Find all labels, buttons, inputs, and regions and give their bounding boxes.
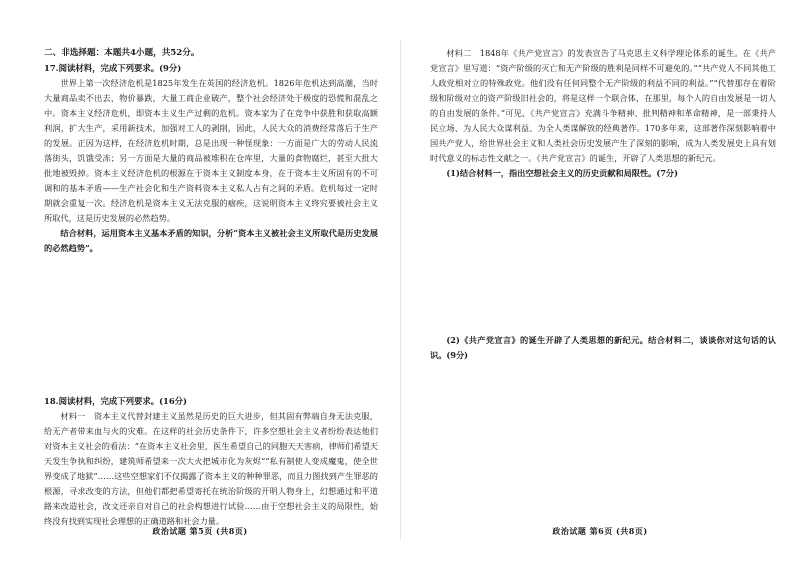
question-17-title: 17.阅读材料，完成下列要求。(9分) xyxy=(44,63,182,73)
question-18-part-2: (2)《共产党宣言》的诞生开辟了人类思想的新纪元。结合材料二，谈谈你对这句话的认识。(9分) xyxy=(430,335,776,360)
question-18-part-1: (1)结合材料一，指出空想社会主义的历史贡献和局限性。(7分) xyxy=(446,168,678,178)
question-18-material-1: 材料一 资本主义代替封建主义虽然是历史的巨大进步，但其固有弊端自身无法克服，给无产者带来血与火的灾难。在这样的社会历史条件下，许多空想社会主义者纷纷表达他们对资本主义社会的看法：“在资本主义社会里，医生希望自己的同胞天天害病，律师们希望天天发生争执和纠纷，建筑师希望来一次大火把城市化为灰烬”“私有制使人变成魔鬼，使全世界变成了地狱”……这些空想家们不仅揭露了资本主义的种种罪恶，而且力图找到产生罪恶的根源，寻求改变的方法，但他们都把希望寄托在统治阶级的开明人物身上，幻想通过和平道路来改造社会，改文还亲自对自己的社会构想进行试验……由于空想社会主义的局限性，始终没有找到实现社会理想的正确道路和社会力量。 xyxy=(44,411,378,526)
page-footer-6: 政治试题 第6页 (共8页) xyxy=(552,526,648,536)
exam-page-6 xyxy=(400,0,800,565)
question-17-material: 世界上第一次经济危机是1825年发生在英国的经济危机。1826年危机达到高潮，当时大量商品卖不出去，物价暴跌，大量工商企业破产，整个社会经济处于极度的恐慌和混乱之中。资本主义经济危机，即资本主义生产过剩的危机。资本家为了在竞争中获胜和获取高额利润，扩大生产，采用新技术，加强对工人的剥削，因此，人民大众的消费经常落后于生产的发展。正因为这样，在经济危机时期，总是出现一种怪现象：一方面是广大的劳动人民流落街头，饥饿受冻；另一方面是大量的商品被堆积在仓库里，大量的食物腐烂，甚至大批大批地被毁掉。资本主义经济危机的根源在于资本主义制度本身，在于资本主义所固有的不可调和的基本矛盾——生产社会化和生产资料资本主义私人占有之间的矛盾。危机每过一定时期就会重复一次。经济危机是资本主义无法克服的痼疾，这说明资本主义终究要被社会主义所取代，这是历史发展的必然趋势。 xyxy=(44,78,378,223)
question-18-title: 18.阅读材料，完成下列要求。(16分) xyxy=(44,396,188,406)
answer-space-17 xyxy=(44,256,378,394)
page-footer-5: 政治试题 第5页 (共8页) xyxy=(152,526,248,536)
answer-space-18-1 xyxy=(430,181,776,333)
section-title: 二、非选择题：本题共4小题，共52分。 xyxy=(44,48,200,58)
question-17-prompt: 结合材料，运用资本主义基本矛盾的知识，分析“资本主义被社会主义所取代是历史发展的必然趋势”。 xyxy=(44,228,378,253)
question-18-material-2: 材料二 1848年《共产党宣言》的发表宣告了马克思主义科学理论体系的诞生。在《共产党宣言》里写道：“资产阶级的灭亡和无产阶级的胜利是同样不可避免的。”“共产党人不同其他工人政党相对立的特殊政党。他们没有任何同整个无产阶级的利益不同的利益。”“代替那存在着阶级和阶级对立的资产阶级旧社会的，将是这样一个联合体，在那里，每个人的自由发展是一切人的自由发展的条件。”可见，《共产党宣言》充满斗争精神、批判精神和革命精神，是一部秉持人民立场、为人民大众谋利益、为全人类谋解放的经典著作。170多年来，这部著作深刻影响着中国共产党人，给世界社会主义和人类社会历史发展产生了深刻的影响，成为人类发展史上具有划时代意义的标志性文献之一。《共产党宣言》的诞生，开辟了人类思想的新纪元。 xyxy=(430,48,776,163)
